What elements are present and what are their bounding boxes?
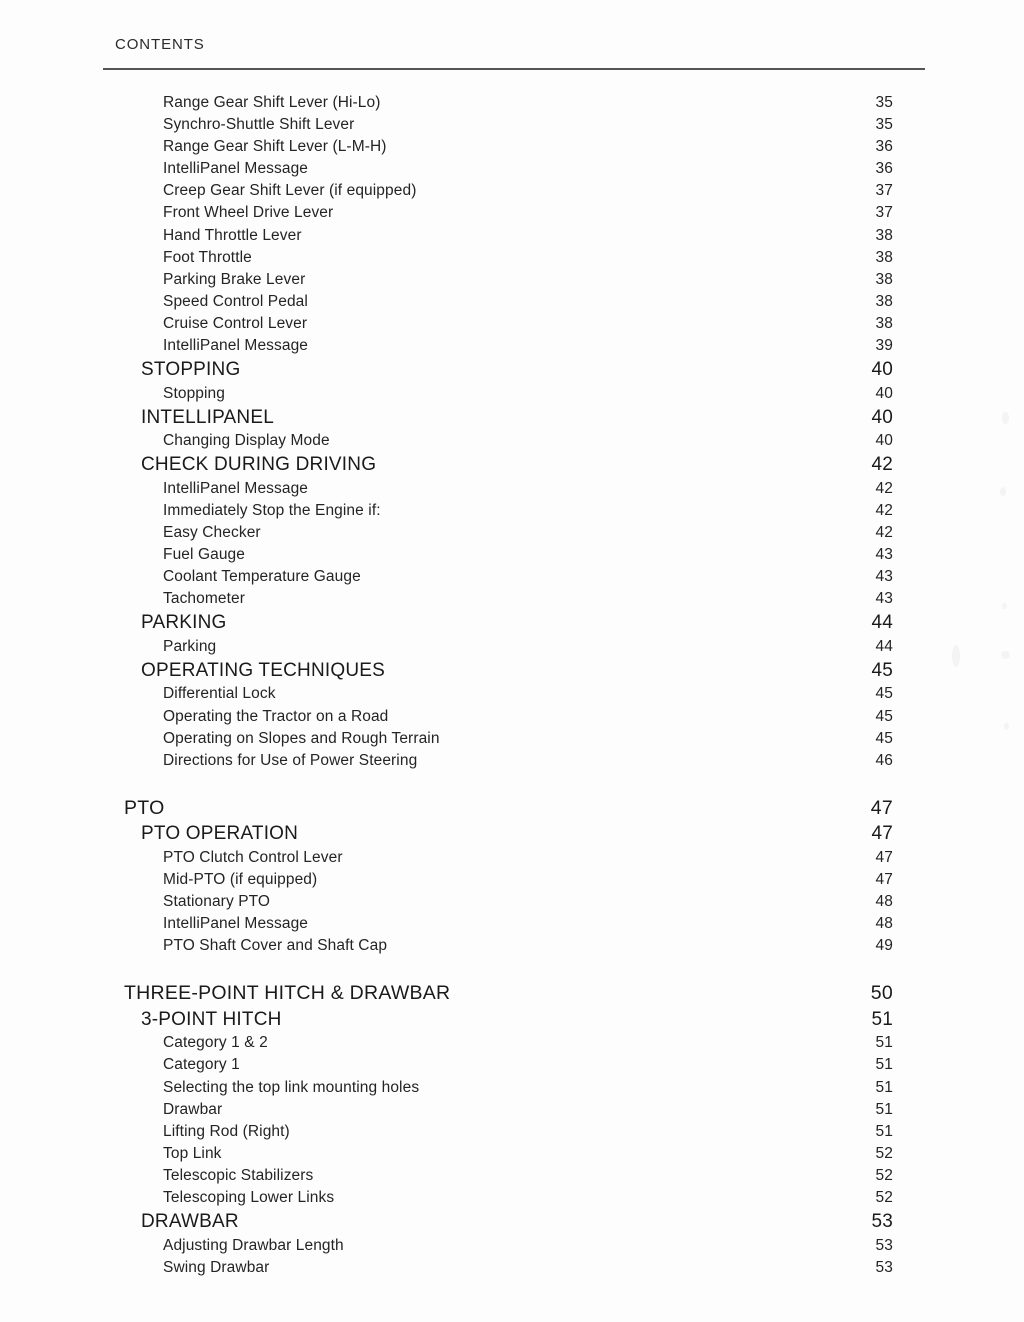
toc-entry-page-number: 51 <box>875 1100 893 1118</box>
toc-entry[interactable] <box>0 335 1024 357</box>
toc-entry-page-number: 43 <box>875 568 893 586</box>
toc-entry-title: Hand Throttle Lever <box>163 226 302 244</box>
toc-entry-title: Range Gear Shift Lever (L-M-H) <box>163 138 387 156</box>
toc-entry-page-number: 44 <box>875 637 893 655</box>
toc-entry-page-number: 51 <box>875 1056 893 1074</box>
toc-entry-title: Mid-PTO (if equipped) <box>163 870 318 888</box>
toc-entry[interactable] <box>0 114 1024 136</box>
toc-entry[interactable] <box>0 728 1024 750</box>
toc-entry-title: Stationary PTO <box>163 893 271 911</box>
toc-entry[interactable] <box>0 1121 1024 1143</box>
toc-entry[interactable] <box>0 92 1024 114</box>
toc-entry-title: Parking <box>163 637 217 655</box>
toc-entry[interactable] <box>0 452 1024 478</box>
toc-entry[interactable] <box>0 544 1024 566</box>
toc-entry-page-number: 47 <box>871 823 893 845</box>
toc-entry-page-number: 38 <box>875 270 893 288</box>
toc-entry-page-number: 44 <box>871 612 893 634</box>
toc-entry[interactable] <box>0 636 1024 658</box>
toc-entry[interactable] <box>0 821 1024 847</box>
toc-entry-title: Immediately Stop the Engine if: <box>163 501 381 519</box>
toc-entry-title: Coolant Temperature Gauge <box>163 568 361 586</box>
toc-entry[interactable] <box>0 1054 1024 1076</box>
toc-entry[interactable] <box>0 1032 1024 1054</box>
toc-entry-page-number: 38 <box>875 226 893 244</box>
toc-entry-title: IntelliPanel Message <box>163 337 309 355</box>
toc-entry-title: PTO OPERATION <box>141 823 299 845</box>
toc-entry-page-number: 43 <box>875 590 893 608</box>
toc-entry-title: Easy Checker <box>163 524 261 541</box>
toc-entry-page-number: 49 <box>875 937 893 955</box>
toc-entry-title: Telescopic Stabilizers <box>163 1166 314 1184</box>
toc-entry-title: OPERATING TECHNIQUES <box>141 659 385 681</box>
toc-entry-title: Selecting the top link mounting holes <box>163 1078 420 1096</box>
toc-entry-page-number: 45 <box>875 707 893 725</box>
toc-entry-page-number: 45 <box>875 729 893 747</box>
toc-entry-page-number: 52 <box>875 1144 893 1162</box>
toc-entry[interactable] <box>0 313 1024 335</box>
toc-entry-page-number: 47 <box>875 848 893 866</box>
toc-entry[interactable] <box>0 500 1024 522</box>
toc-entry-title: Range Gear Shift Lever (Hi-Lo) <box>163 94 381 111</box>
toc-entry-page-number: 35 <box>875 116 893 134</box>
toc-entry-page-number: 36 <box>875 138 893 156</box>
toc-entry-title: Fuel Gauge <box>163 546 245 564</box>
toc-entry-page-number: 38 <box>875 314 893 332</box>
toc-entry-title: IntelliPanel Message <box>163 915 309 933</box>
toc-entry-page-number: 40 <box>875 384 893 402</box>
toc-entry[interactable] <box>0 1099 1024 1121</box>
toc-entry[interactable] <box>0 588 1024 610</box>
toc-entry-title: IntelliPanel Message <box>163 160 309 178</box>
toc-entry[interactable] <box>0 981 1024 1007</box>
table-of-contents <box>0 92 1024 1279</box>
toc-entry-page-number: 37 <box>875 182 893 200</box>
toc-entry-title: Changing Display Mode <box>163 432 330 450</box>
toc-entry-title: DRAWBAR <box>141 1211 239 1233</box>
toc-entry[interactable] <box>0 202 1024 224</box>
toc-entry-title: Foot Throttle <box>163 248 252 266</box>
toc-entry-title: PARKING <box>141 612 227 634</box>
toc-entry-page-number: 45 <box>875 685 893 703</box>
toc-entry-page-number: 36 <box>875 160 893 178</box>
toc-entry[interactable] <box>0 935 1024 957</box>
toc-entry[interactable] <box>0 225 1024 247</box>
toc-entry[interactable] <box>0 1257 1024 1279</box>
toc-entry-page-number: 48 <box>875 893 893 911</box>
toc-entry[interactable] <box>0 913 1024 935</box>
toc-entry[interactable] <box>0 405 1024 431</box>
toc-entry-page-number: 47 <box>875 870 893 888</box>
toc-entry-title: Category 1 & 2 <box>163 1034 268 1052</box>
toc-entry-page-number: 53 <box>875 1236 893 1254</box>
toc-entry-title: THREE-POINT HITCH & DRAWBAR <box>124 982 451 1005</box>
toc-entry-title: Category 1 <box>163 1056 240 1074</box>
toc-entry-title: STOPPING <box>141 359 241 381</box>
toc-entry[interactable] <box>0 847 1024 869</box>
toc-entry-title: INTELLIPANEL <box>141 406 274 428</box>
toc-entry-page-number: 38 <box>875 248 893 266</box>
toc-entry-page-number: 52 <box>875 1188 893 1206</box>
toc-entry-title: Swing Drawbar <box>163 1258 270 1276</box>
toc-entry[interactable] <box>0 291 1024 313</box>
toc-entry[interactable] <box>0 1143 1024 1165</box>
toc-entry[interactable] <box>0 158 1024 180</box>
toc-entry[interactable] <box>0 1235 1024 1257</box>
toc-entry-title: Cruise Control Lever <box>163 314 308 332</box>
toc-entry-title: Stopping <box>163 384 225 402</box>
toc-entry[interactable] <box>0 180 1024 202</box>
toc-entry[interactable] <box>0 750 1024 772</box>
toc-entry-page-number: 38 <box>875 292 893 310</box>
toc-entry-page-number: 46 <box>875 751 893 769</box>
header-divider <box>103 68 925 70</box>
toc-entry[interactable] <box>0 357 1024 383</box>
toc-entry-title: Front Wheel Drive Lever <box>163 204 334 222</box>
toc-entry-page-number: 37 <box>875 204 893 222</box>
toc-entry-page-number: 43 <box>875 546 893 564</box>
toc-entry[interactable] <box>0 610 1024 636</box>
toc-entry-page-number: 42 <box>871 454 893 476</box>
toc-entry-title: IntelliPanel Message <box>163 479 309 497</box>
toc-entry-title: Differential Lock <box>163 685 276 703</box>
toc-entry-page-number: 42 <box>875 479 893 497</box>
toc-entry[interactable] <box>0 269 1024 291</box>
toc-entry-page-number: 52 <box>875 1166 893 1184</box>
toc-entry-title: Tachometer <box>163 590 245 608</box>
toc-entry-page-number: 51 <box>871 1008 893 1030</box>
toc-entry[interactable] <box>0 683 1024 705</box>
toc-entry[interactable] <box>0 658 1024 684</box>
toc-entry-title: CHECK DURING DRIVING <box>141 454 377 476</box>
toc-entry-page-number: 51 <box>875 1122 893 1140</box>
toc-entry[interactable] <box>0 1007 1024 1033</box>
toc-entry-title: 3-POINT HITCH <box>141 1008 282 1030</box>
toc-entry-page-number: 53 <box>875 1258 893 1276</box>
toc-entry-page-number: 40 <box>871 406 893 428</box>
toc-entry[interactable] <box>0 706 1024 728</box>
toc-entry-title: Operating the Tractor on a Road <box>163 707 389 725</box>
toc-entry-title: Lifting Rod (Right) <box>163 1122 290 1140</box>
toc-entry-page-number: 42 <box>875 501 893 519</box>
toc-entry[interactable] <box>0 869 1024 891</box>
toc-entry-page-number: 48 <box>875 915 893 933</box>
toc-entry-title: Synchro-Shuttle Shift Lever <box>163 116 355 134</box>
toc-entry-page-number: 35 <box>875 94 893 111</box>
toc-entry[interactable] <box>0 522 1024 544</box>
toc-entry-title: Parking Brake Lever <box>163 270 306 288</box>
toc-entry-page-number: 39 <box>875 337 893 355</box>
toc-entry[interactable] <box>0 1077 1024 1099</box>
toc-entry[interactable] <box>0 1187 1024 1209</box>
toc-entry-title: Adjusting Drawbar Length <box>163 1236 344 1254</box>
toc-entry-page-number: 42 <box>875 524 893 541</box>
toc-entry[interactable] <box>0 796 1024 822</box>
toc-entry-title: PTO Shaft Cover and Shaft Cap <box>163 937 388 955</box>
toc-entry-title: Top Link <box>163 1144 222 1162</box>
toc-entry-title: Speed Control Pedal <box>163 292 308 310</box>
toc-entry[interactable] <box>0 430 1024 452</box>
toc-entry-title: PTO <box>124 796 165 819</box>
toc-entry-title: Creep Gear Shift Lever (if equipped) <box>163 182 417 200</box>
toc-entry-title: Operating on Slopes and Rough Terrain <box>163 729 440 747</box>
toc-entry[interactable] <box>0 383 1024 405</box>
toc-entry-title: Telescoping Lower Links <box>163 1188 335 1206</box>
toc-entry-page-number: 51 <box>875 1034 893 1052</box>
toc-entry[interactable] <box>0 136 1024 158</box>
toc-entry[interactable] <box>0 566 1024 588</box>
toc-entry-page-number: 51 <box>875 1078 893 1096</box>
toc-entry-title: Drawbar <box>163 1100 223 1118</box>
toc-entry-title: PTO Clutch Control Lever <box>163 848 343 866</box>
toc-entry-page-number: 40 <box>875 432 893 450</box>
toc-entry-page-number: 45 <box>871 659 893 681</box>
toc-entry[interactable] <box>0 1209 1024 1235</box>
toc-entry-title: Directions for Use of Power Steering <box>163 751 418 769</box>
toc-entry-page-number: 50 <box>870 982 893 1005</box>
toc-entry[interactable] <box>0 478 1024 500</box>
toc-entry[interactable] <box>0 891 1024 913</box>
toc-entry[interactable] <box>0 247 1024 269</box>
toc-entry-page-number: 40 <box>871 359 893 381</box>
toc-entry-page-number: 53 <box>871 1211 893 1233</box>
toc-entry-page-number: 47 <box>870 796 893 819</box>
toc-entry[interactable] <box>0 1165 1024 1187</box>
page-header: CONTENTS <box>115 36 205 53</box>
